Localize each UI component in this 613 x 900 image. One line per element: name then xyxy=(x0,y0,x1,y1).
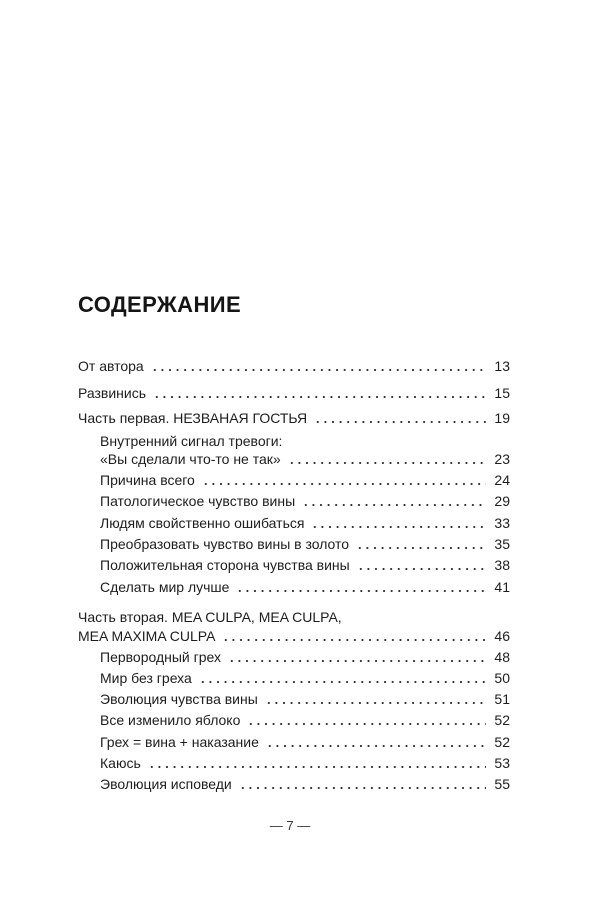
toc-part-title-line1: Часть вторая. MEA CULPA, MEA CULPA, xyxy=(78,609,342,625)
toc-entry-title: Положительная сторона чувства вины xyxy=(100,557,350,573)
toc-entry-title: Эволюция чувства вины xyxy=(100,691,258,707)
toc-entry-title: Людям свойственно ошибаться xyxy=(100,515,305,531)
dot-leader xyxy=(357,556,487,574)
toc-entry-title: Мир без греха xyxy=(100,670,192,686)
toc-entry-title: Каюсь xyxy=(100,755,141,771)
toc-subentry xyxy=(100,514,510,532)
toc-page-number: 53 xyxy=(494,755,510,771)
dot-leader xyxy=(311,514,486,532)
toc-entry xyxy=(78,384,510,402)
dot-leader xyxy=(266,733,487,751)
dot-leader xyxy=(302,492,486,510)
toc-page-number: 38 xyxy=(494,557,510,573)
toc-part-title: MEA MAXIMA CULPA xyxy=(78,628,216,644)
toc-page-number: 50 xyxy=(494,670,510,686)
toc-page-number: 46 xyxy=(494,628,510,644)
toc-subentry xyxy=(100,733,510,751)
toc-entry-title: Сделать мир лучше xyxy=(100,579,230,595)
toc-heading: СОДЕРЖАНИЕ xyxy=(78,292,242,317)
toc-subentry xyxy=(100,648,510,666)
toc-page-number: 35 xyxy=(494,536,510,552)
toc-subentry xyxy=(100,578,510,596)
toc-subentry xyxy=(100,556,510,574)
dot-leader xyxy=(288,450,487,468)
dot-leader xyxy=(151,357,487,375)
toc-subentry xyxy=(100,754,510,772)
toc-part-entry xyxy=(78,409,510,427)
toc-page-number: 15 xyxy=(494,385,510,401)
toc-page-number: 52 xyxy=(494,712,510,728)
toc-subentry xyxy=(100,775,510,793)
toc-entry-title: Патологическое чувство вины xyxy=(100,493,296,509)
toc-subentry xyxy=(100,535,510,553)
toc-page-number: 23 xyxy=(494,451,510,467)
toc-entry-title: Развинись xyxy=(78,385,147,401)
toc-subentry xyxy=(100,669,510,687)
dot-leader xyxy=(314,409,486,427)
toc-subentry xyxy=(100,471,510,489)
dot-leader xyxy=(356,535,486,553)
toc-page-number: 55 xyxy=(494,776,510,792)
dot-leader xyxy=(247,711,486,729)
toc-page-number: 51 xyxy=(494,691,510,707)
page-number-footer: — 7 — xyxy=(269,818,311,833)
toc-subentry xyxy=(100,690,510,708)
toc-page-number: 29 xyxy=(494,493,510,509)
toc-entry-title: Причина всего xyxy=(100,472,195,488)
toc-part-entry xyxy=(78,627,510,645)
toc-page-number: 24 xyxy=(494,472,510,488)
dot-leader xyxy=(202,471,487,489)
dot-leader xyxy=(236,578,486,596)
dot-leader xyxy=(228,648,486,666)
toc-page-number: 33 xyxy=(494,515,510,531)
toc-entry-title-line1: Внутренний сигнал тревоги: xyxy=(100,433,283,449)
dot-leader xyxy=(239,775,487,793)
toc-entry-title: «Вы сделали что-то не так» xyxy=(100,451,281,467)
dot-leader xyxy=(199,669,487,687)
toc-page-number: 48 xyxy=(494,649,510,665)
toc-subentry xyxy=(100,711,510,729)
toc-subentry xyxy=(100,492,510,510)
toc-page-number: 52 xyxy=(494,734,510,750)
toc-subentry-first-line xyxy=(100,432,510,450)
toc-entry-title: Первородный грех xyxy=(100,649,222,665)
toc-subentry xyxy=(100,450,510,468)
dot-leader xyxy=(222,627,486,645)
dot-leader xyxy=(153,384,486,402)
toc-page-number: 41 xyxy=(494,579,510,595)
toc-entry xyxy=(78,357,510,375)
dot-leader xyxy=(265,690,487,708)
toc-page-number: 13 xyxy=(494,358,510,374)
toc-entry-title: Все изменило яблоко xyxy=(100,712,241,728)
toc-entry-title: Преобразовать чувство вины в золото xyxy=(100,536,350,552)
dot-leader xyxy=(148,754,487,772)
toc-entry-title: Эволюция исповеди xyxy=(100,776,232,792)
toc-page-number: 19 xyxy=(494,410,510,426)
toc-entry-title: От автора xyxy=(78,358,144,374)
toc-part-first-line xyxy=(78,608,510,626)
toc-entry-title: Грех = вина + наказание xyxy=(100,734,259,750)
toc-part-title: Часть первая. НЕЗВАНАЯ ГОСТЬЯ xyxy=(78,410,308,426)
